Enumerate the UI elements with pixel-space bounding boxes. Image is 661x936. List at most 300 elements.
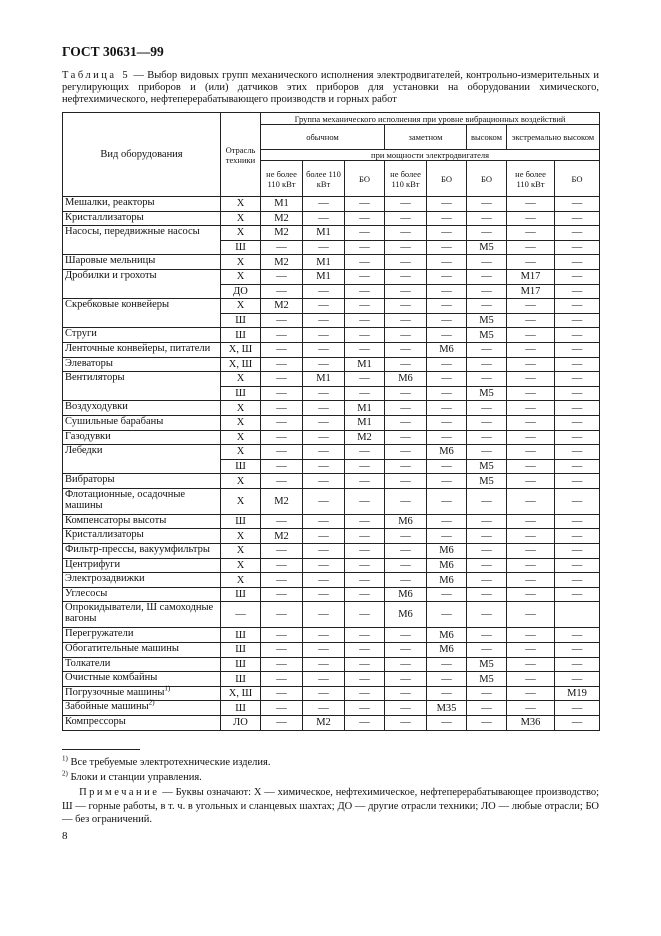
row-value: — — [345, 716, 385, 731]
row-equipment-name — [63, 672, 221, 687]
row-value: — — [467, 628, 507, 643]
row-value: — — [385, 701, 427, 716]
row-industry: X — [221, 430, 261, 445]
row-industry: Ш — [221, 587, 261, 602]
row-value: — — [427, 299, 467, 314]
row-value: M6 — [427, 544, 467, 559]
row-value: — — [555, 401, 600, 416]
row-value: M5 — [467, 459, 507, 474]
row-value: M2 — [261, 299, 303, 314]
row-value: M1 — [261, 197, 303, 212]
row-value: — — [507, 240, 555, 255]
row-value: — — [507, 299, 555, 314]
row-value: — — [507, 211, 555, 226]
row-equipment-label: Лебедки — [65, 445, 103, 457]
row-value: M1 — [303, 226, 345, 241]
row-value: — — [467, 716, 507, 731]
row-value: — — [467, 299, 507, 314]
row-industry: X — [221, 488, 261, 514]
row-value: — — [427, 716, 467, 731]
row-value: — — [555, 716, 600, 731]
row-value: — — [345, 255, 385, 270]
row-value: — — [427, 672, 467, 687]
row-equipment-name — [63, 488, 221, 514]
row-value: — — [345, 445, 385, 460]
row-value: — — [385, 716, 427, 731]
row-industry: X — [221, 415, 261, 430]
row-value: — — [345, 226, 385, 241]
row-industry: ЛО — [221, 716, 261, 731]
row-value: M2 — [261, 488, 303, 514]
row-value: — — [555, 269, 600, 284]
row-industry: X — [221, 269, 261, 284]
row-value: — — [261, 587, 303, 602]
row-equipment-name — [63, 372, 221, 401]
row-value: — — [555, 643, 600, 658]
table-row — [63, 255, 600, 270]
row-value: M19 — [555, 686, 600, 701]
row-equipment-label: Центрифуги — [65, 558, 121, 570]
row-value: — — [507, 544, 555, 559]
row-value: — — [345, 197, 385, 212]
row-value: — — [345, 672, 385, 687]
table-row — [63, 357, 600, 372]
row-equipment-name — [63, 643, 221, 658]
row-industry: X — [221, 474, 261, 489]
row-equipment-name — [63, 602, 221, 628]
row-value: — — [555, 587, 600, 602]
row-value: — — [303, 211, 345, 226]
row-value: — — [507, 672, 555, 687]
row-value: — — [385, 459, 427, 474]
row-value: — — [427, 386, 467, 401]
row-value: — — [427, 328, 467, 343]
row-value: — — [345, 514, 385, 529]
row-industry: Ш — [221, 386, 261, 401]
row-value: — — [507, 643, 555, 658]
row-value: — — [261, 415, 303, 430]
row-value: — — [427, 430, 467, 445]
row-value: — — [507, 401, 555, 416]
row-industry: X — [221, 558, 261, 573]
row-value: — — [507, 474, 555, 489]
row-equipment-label: Фильтр-прессы, вакуумфильтры — [65, 544, 210, 556]
row-value: — — [467, 573, 507, 588]
row-value: — — [303, 529, 345, 544]
row-footnote-mark: 2) — [148, 698, 155, 707]
row-value: — — [303, 313, 345, 328]
row-value: — — [261, 573, 303, 588]
table-row — [63, 474, 600, 489]
row-equipment-label: Вибраторы — [65, 474, 115, 486]
row-value: — — [467, 544, 507, 559]
row-value: — — [385, 342, 427, 357]
row-value: — — [555, 488, 600, 514]
row-value: — — [385, 474, 427, 489]
row-value: — — [507, 415, 555, 430]
row-value: — — [555, 514, 600, 529]
table-row — [63, 211, 600, 226]
row-value: — — [555, 386, 600, 401]
row-value: — — [427, 226, 467, 241]
row-equipment-label: Электрозадвижки — [65, 573, 145, 585]
row-value: — — [261, 657, 303, 672]
row-value: — — [345, 211, 385, 226]
row-value: — — [507, 342, 555, 357]
row-equipment-name — [63, 474, 221, 489]
row-equipment-name — [63, 197, 221, 212]
row-value: — — [385, 226, 427, 241]
table-row — [63, 514, 600, 529]
header-col-5: БО — [467, 161, 507, 197]
row-value: — — [261, 686, 303, 701]
row-equipment-name — [63, 342, 221, 357]
row-value: — — [303, 328, 345, 343]
row-value: — — [555, 313, 600, 328]
row-value: — — [345, 657, 385, 672]
header-col-2: БО — [345, 161, 385, 197]
row-value: — — [507, 197, 555, 212]
row-industry: X — [221, 445, 261, 460]
row-value: — — [261, 716, 303, 731]
row-value: — — [427, 474, 467, 489]
row-equipment-label: Флотационные, осадочные машины — [65, 488, 186, 511]
row-value: — — [345, 558, 385, 573]
row-equipment-name — [63, 415, 221, 430]
table-row — [63, 602, 600, 628]
footnote-2-text: Блоки и станции управления. — [70, 772, 202, 783]
header-level-extreme: экстремально высоком — [507, 125, 600, 150]
row-value: — — [385, 529, 427, 544]
row-value: M6 — [427, 342, 467, 357]
footnote-1-text: Все требуемые электротехнические изделия. — [70, 757, 271, 768]
row-equipment-name — [63, 698, 221, 716]
row-value: — — [303, 240, 345, 255]
row-value: — — [261, 602, 303, 628]
header-col-7: БО — [555, 161, 600, 197]
table-row — [63, 573, 600, 588]
note — [62, 786, 599, 827]
row-value: — — [427, 529, 467, 544]
table-row — [63, 197, 600, 212]
row-value: — — [385, 544, 427, 559]
row-value: M5 — [467, 474, 507, 489]
table-row — [63, 372, 600, 387]
row-value: — — [555, 430, 600, 445]
row-value: M6 — [385, 372, 427, 387]
row-industry: Ш — [221, 240, 261, 255]
row-value: M5 — [467, 328, 507, 343]
row-value: — — [385, 672, 427, 687]
row-value: — — [345, 459, 385, 474]
row-equipment-name — [63, 357, 221, 372]
row-value: — — [555, 328, 600, 343]
row-value: — — [555, 299, 600, 314]
row-value: — — [261, 558, 303, 573]
row-value: — — [427, 602, 467, 628]
header-col-4: БО — [427, 161, 467, 197]
row-value: — — [427, 587, 467, 602]
header-level-noticeable: заметном — [385, 125, 467, 150]
row-value: M5 — [467, 386, 507, 401]
row-value: — — [303, 488, 345, 514]
row-value: — — [385, 357, 427, 372]
row-value: — — [555, 342, 600, 357]
row-value: — — [261, 386, 303, 401]
row-equipment-label: Сушильные барабаны — [65, 415, 164, 427]
row-value: — — [303, 357, 345, 372]
row-value: — — [345, 686, 385, 701]
row-value: — — [427, 686, 467, 701]
row-value: M5 — [467, 657, 507, 672]
row-value: — — [261, 643, 303, 658]
row-value: — — [555, 445, 600, 460]
table-row — [63, 401, 600, 416]
row-industry: X — [221, 544, 261, 559]
row-equipment-label: Дробилки и грохоты — [65, 269, 157, 281]
row-value: M6 — [427, 628, 467, 643]
row-value: M35 — [427, 701, 467, 716]
row-value: — — [345, 643, 385, 658]
row-value: — — [345, 284, 385, 299]
table-row — [63, 328, 600, 343]
row-value: — — [555, 558, 600, 573]
row-equipment-label: Газодувки — [65, 430, 111, 442]
row-equipment-label: Мешалки, реакторы — [65, 197, 155, 208]
row-equipment-name — [63, 299, 221, 328]
table-caption-text: — Выбор видовых групп механического исполнения электродвигателей, контрольно-измерительных и регулирующих приборов и (или) датчиков этих приборов для установки на оборудовании химического, нефтехимического, нефтеперерабатывающего производств и горных работ — [62, 70, 599, 106]
table-row — [63, 269, 600, 284]
row-value: — — [467, 430, 507, 445]
row-equipment-name — [63, 686, 221, 701]
note-text: — Буквы означают: X — химическое, нефтехимическое, нефтеперерабатывающее производство; Ш — горные работы, в т. ч. в угольных и сланцевых шахтах; ДО — другие отрасли техники; ЛО — любые отрасли; БО — без ограничений. — [62, 787, 599, 825]
row-value: — — [345, 372, 385, 387]
row-value: — — [385, 643, 427, 658]
row-value: M5 — [467, 313, 507, 328]
row-value: — — [555, 372, 600, 387]
row-value: — — [303, 657, 345, 672]
row-industry: Ш — [221, 672, 261, 687]
row-equipment-label: Шаровые мельницы — [65, 255, 156, 267]
row-value: M5 — [467, 672, 507, 687]
row-equipment-label: Насосы, передвижные насосы — [65, 226, 200, 238]
row-value: — — [467, 401, 507, 416]
row-value: — — [427, 657, 467, 672]
equipment-table — [62, 112, 600, 731]
row-value: — — [467, 372, 507, 387]
page-title: ГОСТ 30631—99 — [62, 44, 164, 59]
row-value: — — [303, 628, 345, 643]
row-value: — — [261, 544, 303, 559]
row-industry: Ш — [221, 514, 261, 529]
row-value: — — [467, 558, 507, 573]
row-value: — — [507, 657, 555, 672]
row-value: M6 — [427, 558, 467, 573]
row-equipment-name — [63, 328, 221, 343]
row-value: — — [303, 445, 345, 460]
row-value: M6 — [385, 602, 427, 628]
row-value: M2 — [261, 529, 303, 544]
row-value: — — [303, 342, 345, 357]
footnote-2-mark: 2) — [62, 769, 68, 778]
table-row — [63, 672, 600, 687]
row-industry: Ш — [221, 701, 261, 716]
row-equipment-name — [63, 269, 221, 298]
row-value: — — [345, 602, 385, 628]
row-value: — — [507, 686, 555, 701]
row-value: — — [555, 211, 600, 226]
row-industry: X — [221, 529, 261, 544]
row-value: — — [467, 643, 507, 658]
row-value: — — [261, 284, 303, 299]
row-value: — — [555, 573, 600, 588]
row-value: — — [303, 415, 345, 430]
row-value: — — [385, 401, 427, 416]
row-value: — — [385, 255, 427, 270]
row-value: M6 — [385, 587, 427, 602]
row-value: — — [345, 342, 385, 357]
row-value: — — [303, 430, 345, 445]
row-value: — — [385, 628, 427, 643]
row-value: — — [467, 342, 507, 357]
row-equipment-label: Воздуходувки — [65, 401, 128, 413]
row-value: — — [467, 701, 507, 716]
table-row — [63, 445, 600, 460]
row-value: — — [507, 514, 555, 529]
row-value: — — [467, 357, 507, 372]
row-value: — — [303, 544, 345, 559]
row-value: — — [467, 602, 507, 628]
row-value: M6 — [385, 514, 427, 529]
row-value: — — [507, 226, 555, 241]
table-row — [63, 415, 600, 430]
row-equipment-label: Углесосы — [65, 587, 108, 599]
row-value: — — [261, 474, 303, 489]
header-level-high: высоком — [467, 125, 507, 150]
row-value: — — [555, 657, 600, 672]
row-value: — — [507, 488, 555, 514]
row-value: M6 — [427, 643, 467, 658]
row-value: M6 — [427, 573, 467, 588]
footnote-1 — [62, 756, 599, 769]
header-power: при мощности электродвигателя — [261, 150, 600, 161]
row-value: M1 — [345, 401, 385, 416]
table-row — [63, 643, 600, 658]
row-value: M2 — [261, 226, 303, 241]
table-row — [63, 430, 600, 445]
row-value: — — [345, 299, 385, 314]
table-row — [63, 587, 600, 602]
table-row — [63, 657, 600, 672]
row-equipment-name — [63, 211, 221, 226]
row-value: — — [467, 445, 507, 460]
table-caption — [62, 70, 599, 107]
row-value: — — [303, 643, 345, 658]
row-value: — — [507, 529, 555, 544]
row-value: — — [261, 313, 303, 328]
row-value: M1 — [345, 415, 385, 430]
row-value: — — [261, 701, 303, 716]
row-value: — — [555, 240, 600, 255]
row-value: — — [427, 197, 467, 212]
header-col-3: не более 110 кВт — [385, 161, 427, 197]
row-value: — — [385, 328, 427, 343]
table-row — [63, 299, 600, 314]
header-col-0: не более 110 кВт — [261, 161, 303, 197]
row-value: — — [507, 357, 555, 372]
row-equipment-label: Перегружатели — [65, 628, 134, 640]
row-value: M2 — [303, 716, 345, 731]
row-equipment-label: Ленточные конвейеры, питатели — [65, 342, 211, 354]
row-value: — — [345, 587, 385, 602]
row-value: — — [385, 488, 427, 514]
row-industry: — — [221, 602, 261, 628]
row-value: — — [261, 240, 303, 255]
row-value: — — [507, 459, 555, 474]
row-value: — — [507, 587, 555, 602]
row-value: — — [555, 701, 600, 716]
row-value: — — [427, 269, 467, 284]
row-value: — — [345, 328, 385, 343]
row-value: — — [345, 313, 385, 328]
row-value: — — [555, 415, 600, 430]
row-value: — — [303, 401, 345, 416]
row-value: — — [345, 701, 385, 716]
row-value: — — [507, 602, 555, 628]
row-industry: X, Ш — [221, 342, 261, 357]
header-col-6: не более 110 кВт — [507, 161, 555, 197]
row-value: — — [555, 459, 600, 474]
row-value: — — [385, 197, 427, 212]
row-equipment-label: Толкатели — [65, 657, 111, 669]
row-equipment-name — [63, 657, 221, 672]
row-equipment-label: Струги — [65, 328, 97, 340]
row-value: — — [427, 357, 467, 372]
row-equipment-label: Опрокидыватели, Ш самоходные вагоны — [65, 602, 214, 625]
row-value: — — [555, 197, 600, 212]
row-value: — — [303, 672, 345, 687]
row-industry: X — [221, 401, 261, 416]
row-value: — — [427, 488, 467, 514]
row-value: — — [507, 430, 555, 445]
header-industry: Отрасль техники — [221, 113, 261, 197]
table-row — [63, 686, 600, 701]
row-value: — — [507, 328, 555, 343]
row-equipment-label: Очистные комбайны — [65, 672, 158, 684]
row-value: — — [303, 514, 345, 529]
row-equipment-name — [63, 628, 221, 643]
row-value: — — [303, 197, 345, 212]
row-value: — — [261, 672, 303, 687]
row-value: — — [507, 573, 555, 588]
row-value: — — [303, 701, 345, 716]
row-equipment-name — [63, 716, 221, 731]
row-value: — — [467, 255, 507, 270]
row-value: — — [467, 284, 507, 299]
row-value: — — [345, 474, 385, 489]
row-equipment-label: Элеваторы — [65, 357, 113, 369]
row-value: — — [261, 342, 303, 357]
row-value: — — [427, 415, 467, 430]
row-value: — — [385, 415, 427, 430]
row-value: — — [345, 529, 385, 544]
row-industry: X — [221, 299, 261, 314]
row-value: — — [555, 544, 600, 559]
row-industry: X — [221, 197, 261, 212]
row-industry: Ш — [221, 313, 261, 328]
note-label: Примечание — [79, 787, 160, 798]
row-value: M17 — [507, 269, 555, 284]
